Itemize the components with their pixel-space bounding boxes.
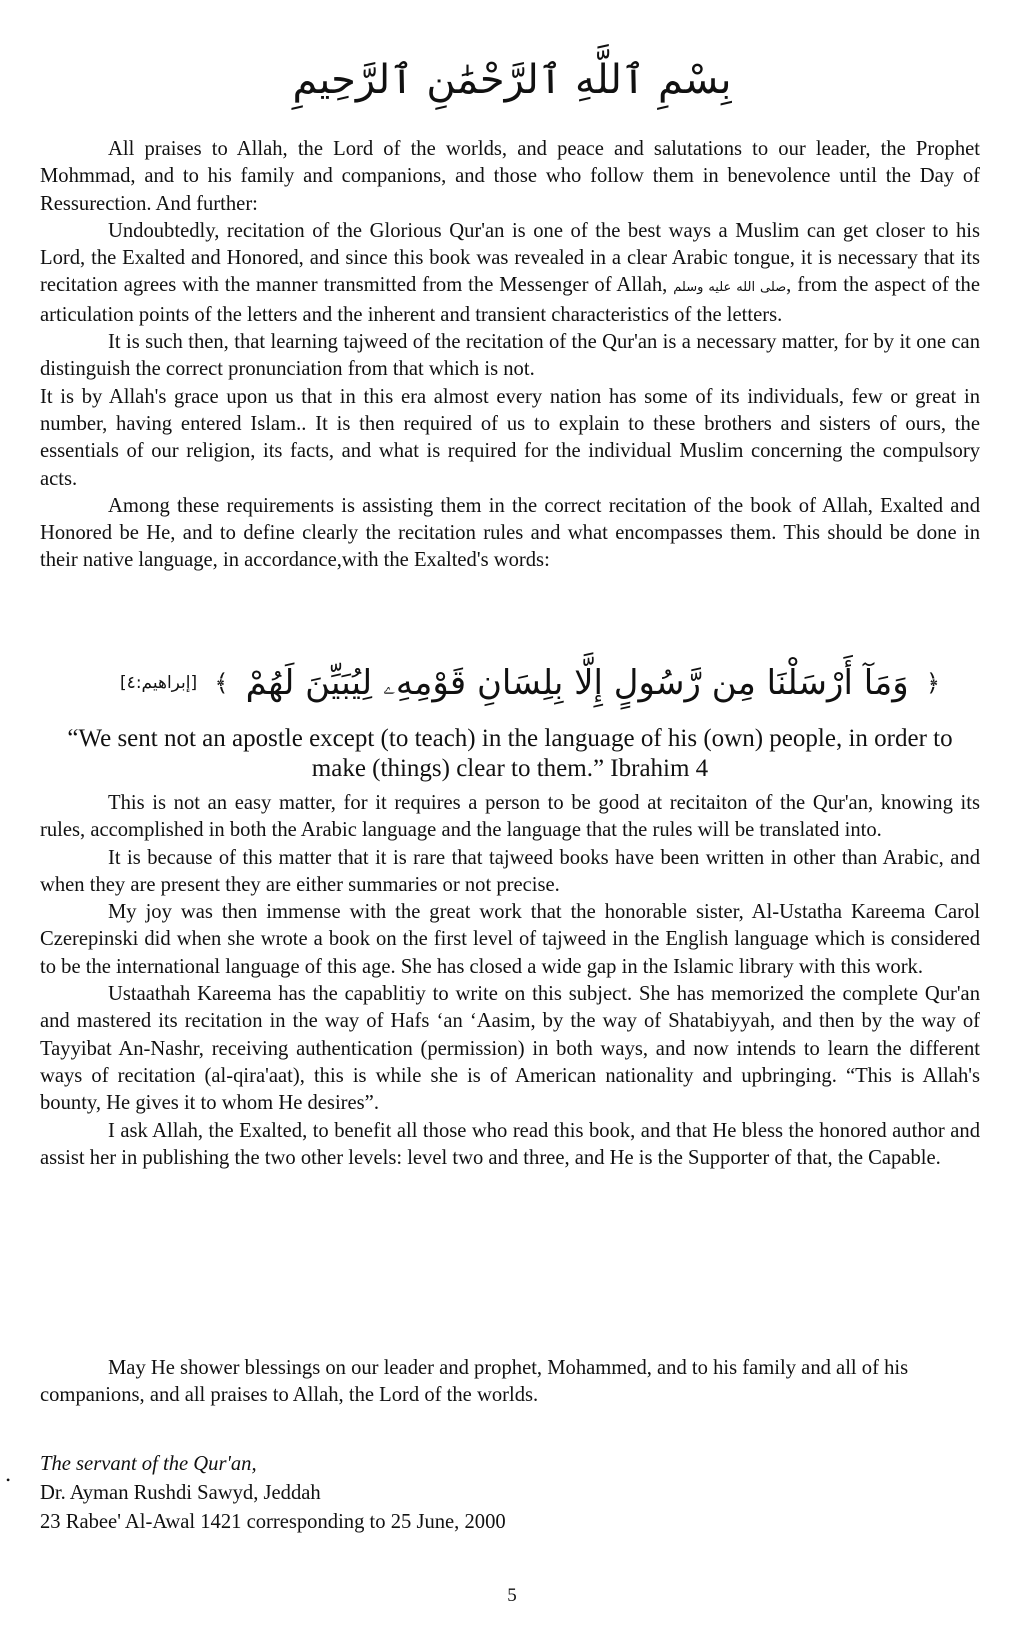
bullet-mark: • — [6, 1473, 11, 1487]
signature-servant: The servant of the Qur'an, — [40, 1453, 257, 1475]
recitation-text-end: , from the aspect of the articulation points of the letters and the inherent and transient characteristics of the letters. — [40, 274, 980, 326]
paragraph-allah-grace: It is by Allah's grace upon us that in this era almost every nation has some of its individuals, few or great in number, having entered Islam.. It is then required of us to explain to these brothers and sisters of ours, the essentials of our religion, its facts, and what is required for the individual Muslim concerning the compulsory acts. — [40, 385, 980, 490]
paragraph-not-easy: This is not an easy matter, for it requires a person to be good at recitaiton of the Qur'an, knowing its rules, accomplished in both the Arabic language and the language that the rules will be translated into. — [40, 792, 980, 842]
paragraph-author-qualifications: Ustaathah Kareema has the capablitiy to write on this subject. She has memorized the complete Qur'an and mastered its recitation in the way of Hafs ‘an ‘Aasim, by the way of Shatabiyyah, and then by the way of Tayyibat An-Nashr, receiving authentication (permission) in both ways, and now intends to learn the different ways of recitation (al-qira'aat), this is while she is of American nationality and upbringing. “This is Allah's bounty, He gives it to whom He desires”. — [40, 983, 980, 1115]
paragraph-opening-praise: All praises to Allah, the Lord of the worlds, and peace and salutations to our leader, the Prophet Mohmmad, and to his family and companions, and those who follow them in benevolence until the Day of Ressurection. And further: — [40, 138, 980, 215]
signature-author: Dr. Ayman Rushdi Sawyd, Jeddah — [40, 1482, 321, 1504]
paragraph-joy: My joy was then immense with the great work that the honorable sister, Al-Ustatha Kareema Carol Czerepinski did when she wrote a book on the first level of tajweed in the English language which is considered to be the international language of this age. She has closed a wide gap in the Islamic library with this work. — [40, 901, 980, 978]
page-number: 5 — [507, 1585, 517, 1606]
salawat-inline: صلى الله عليه وسلم — [673, 280, 787, 296]
ayah-open-bracket: ﴿ — [925, 669, 940, 697]
signature-block — [6, 1450, 740, 1537]
quran-ayah — [120, 652, 940, 714]
ayah-reference: [إبراهيم:٤] — [120, 673, 198, 693]
paragraph-requirements: Among these requirements is assisting them in the correct recitation of the book of Allah, Exalted and Honored be He, and to define clearly the recitation rules and what encompasses them. This should be done in their native language, in accordance,with the Exalted's words: — [40, 494, 980, 572]
paragraph-closing-blessings: May He shower blessings on our leader and prophet, Mohammed, and to his family and all of his companions, and all praises to Allah, the Lord of the worlds. — [40, 1357, 909, 1407]
paragraph-recitation — [40, 218, 980, 329]
main-body-section — [40, 790, 980, 1172]
paragraph-tajweed-necessity: It is such then, that learning tajweed of the recitation of the Qur'an is a necessary matter, for by it one can distinguish the correct pronunciation from that which is not. — [40, 331, 980, 381]
ayah-close-bracket: ﴾ — [214, 669, 229, 697]
paragraph-rare-books: It is because of this matter that it is rare that tajweed books have been written in other than Arabic, and when they are present they are either summaries or not precise. — [40, 846, 980, 896]
paragraph-supplication: I ask Allah, the Exalted, to benefit all those who read this book, and that He bless the honored author and assist her in publishing the two other levels: level two and three, and He is the Supporter of that, the Capable. — [40, 1119, 980, 1169]
recitation-text-start: Undoubtedly, recitation of the Glorious Qur'an is one of the best ways a Muslim can get closer to his Lord, the Exalted and Honored, and since this book was revealed in a clear Arabic tongue, it is necessary that its recitation agrees with the manner transmitted from the Messenger of Allah, — [40, 219, 980, 297]
closing-section — [40, 1355, 980, 1410]
ayah-text: وَمَآ أَرْسَلْنَا مِن رَّسُولٍ إِلَّا بِلِسَانِ قَوْمِهِۦ لِيُبَيِّنَ لَهُمْ — [245, 663, 909, 703]
signature-date: 23 Rabee' Al-Awal 1421 corresponding to 25 June, 2000 — [40, 1511, 506, 1533]
introduction-section — [40, 136, 980, 575]
basmala-heading: بِسْمِ ٱللَّهِ ٱلرَّحْمَٰنِ ٱلرَّحِيمِ — [292, 57, 732, 103]
ayah-translation: “We sent not an apostle except (to teach) in the language of his (own) people, in order to make (things) clear to them.” Ibrahim 4 — [67, 725, 953, 782]
